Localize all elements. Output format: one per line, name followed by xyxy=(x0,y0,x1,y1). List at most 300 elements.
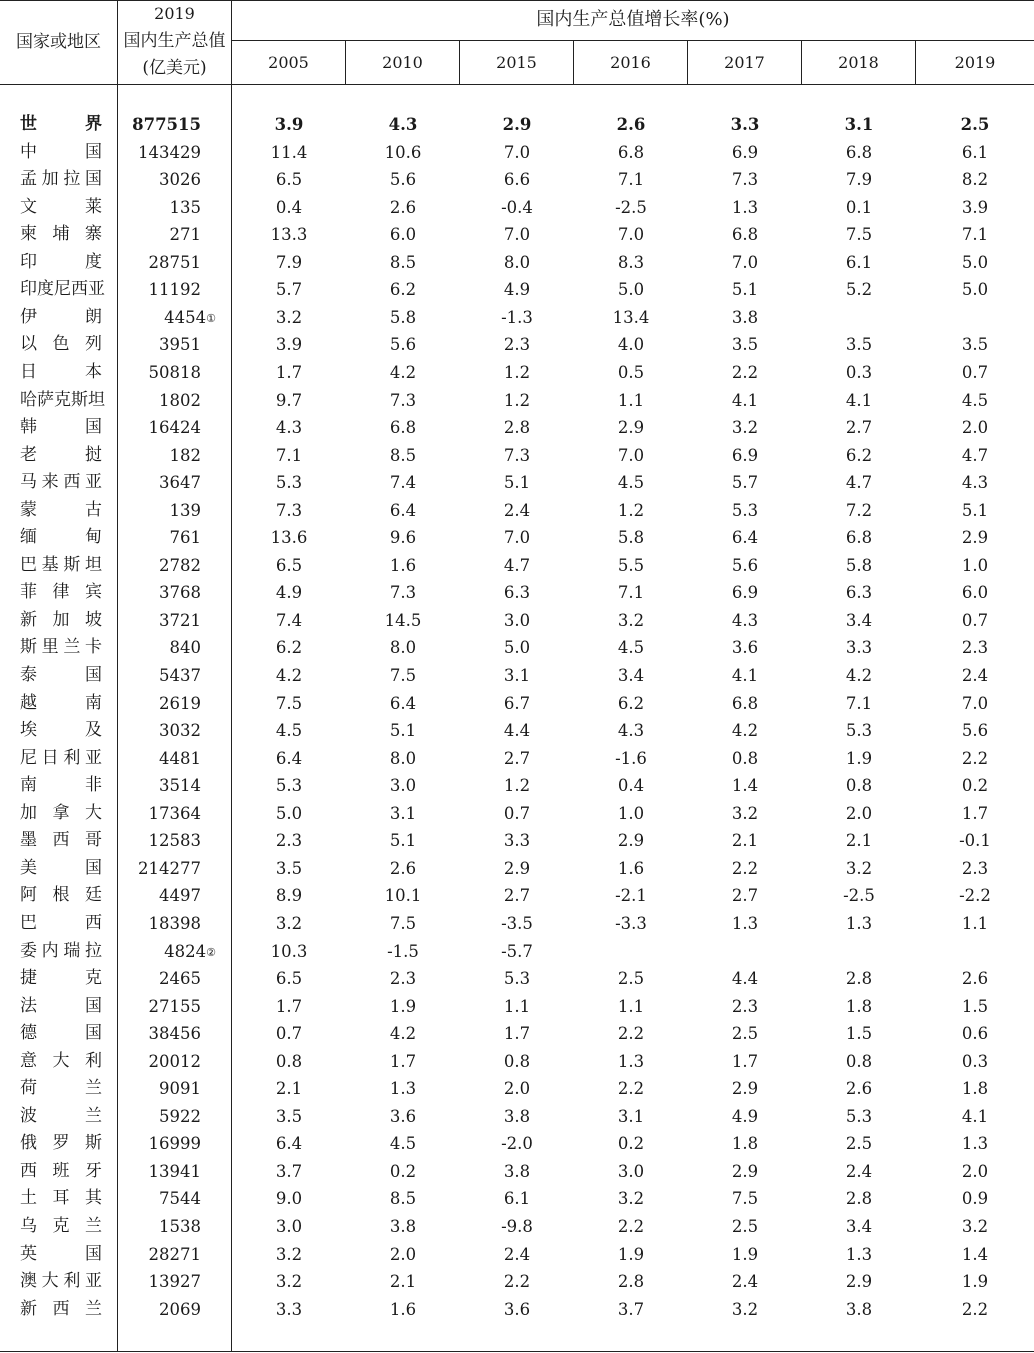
growth-rate-cell: 14.5 xyxy=(384,611,422,630)
growth-rate-cell: -2.0 xyxy=(501,1134,533,1153)
growth-rate-cell: 7.5 xyxy=(731,1189,759,1208)
growth-rate-cell: 6.7 xyxy=(503,694,531,713)
growth-rate-cell: 3.2 xyxy=(617,611,645,630)
gdp-value xyxy=(118,276,201,303)
growth-rate-cell: 2.6 xyxy=(389,859,417,878)
growth-rate-cell: 3.2 xyxy=(275,308,303,327)
country-name: 尼日利亚 xyxy=(20,748,102,768)
growth-rate-cell: 2.2 xyxy=(503,1272,531,1291)
growth-rate-cell: 3.6 xyxy=(389,1107,417,1126)
gdp-value xyxy=(118,221,201,248)
growth-rate-cell: 6.8 xyxy=(617,143,645,162)
growth-rate-cell: 5.1 xyxy=(389,721,417,740)
gdp-value xyxy=(118,497,201,524)
growth-rate-cell: 7.4 xyxy=(389,473,417,492)
gdp-value xyxy=(118,1048,201,1075)
country-name: 新加坡 xyxy=(20,610,102,630)
gdp-value xyxy=(118,1296,201,1323)
growth-rate-cell: 1.7 xyxy=(731,1052,759,1071)
growth-rate-cell: 6.4 xyxy=(275,749,303,768)
country-name: 加拿大 xyxy=(20,803,102,823)
gdp-number: 38456 xyxy=(148,1024,201,1043)
gdp-number: 16999 xyxy=(148,1134,201,1153)
growth-rate-cell: 3.8 xyxy=(845,1300,873,1319)
growth-rate-cell: 5.3 xyxy=(275,473,303,492)
header-bottom-rule xyxy=(0,84,1034,85)
growth-rate-cell: 3.1 xyxy=(617,1107,645,1126)
growth-rate-cell: 6.8 xyxy=(731,694,759,713)
growth-rate-cell xyxy=(802,304,916,331)
growth-rate-cell: 7.1 xyxy=(845,694,873,713)
growth-rate-cell: 11.4 xyxy=(270,143,308,162)
gdp-number: 143429 xyxy=(138,143,201,162)
growth-rate-cell: 2.5 xyxy=(845,1134,873,1153)
growth-rate-cell: 6.5 xyxy=(275,969,303,988)
growth-rate-cell: 8.5 xyxy=(389,253,417,272)
year-header: 2015 xyxy=(496,53,537,72)
gdp-value xyxy=(118,359,201,386)
growth-rate-cell: 1.3 xyxy=(731,198,759,217)
growth-rate-cell: -3.3 xyxy=(615,914,647,933)
growth-rate-cell: 5.0 xyxy=(961,280,989,299)
gdp-value xyxy=(118,194,201,221)
country-name: 马来西亚 xyxy=(20,472,102,492)
growth-rate-cell: 4.7 xyxy=(845,473,873,492)
growth-rate-cell: 2.1 xyxy=(845,831,873,850)
gdp-value xyxy=(118,662,201,689)
growth-rate-cell: 3.5 xyxy=(845,335,873,354)
gdp-value xyxy=(118,1241,201,1268)
growth-rate-cell: 13.4 xyxy=(612,308,650,327)
gdp-value xyxy=(118,1158,201,1185)
growth-rate-cell: 7.0 xyxy=(961,694,989,713)
gdp-value xyxy=(118,1103,201,1130)
growth-rate-cell: 1.5 xyxy=(961,997,989,1016)
growth-rate-cell: 4.5 xyxy=(275,721,303,740)
country-name: 墨西哥 xyxy=(20,830,102,850)
gdp-number: 11192 xyxy=(148,280,201,299)
gdp-number: 20012 xyxy=(148,1052,201,1071)
growth-rate-cell: 2.7 xyxy=(731,886,759,905)
country-name: 埃及 xyxy=(20,720,102,740)
year-header: 2017 xyxy=(724,53,765,72)
growth-rate-cell: 4.3 xyxy=(731,611,759,630)
growth-rate-cell: 5.6 xyxy=(389,335,417,354)
growth-rate-cell: 1.9 xyxy=(961,1272,989,1291)
growth-rate-cell: 4.4 xyxy=(503,721,531,740)
growth-rate-cell: 1.4 xyxy=(731,776,759,795)
growth-rate-cell: 4.5 xyxy=(617,473,645,492)
growth-rate-cell: 4.3 xyxy=(388,115,418,134)
growth-rate-cell: 2.2 xyxy=(617,1079,645,1098)
gdp-number: 3026 xyxy=(159,170,201,189)
growth-rate-cell: 5.3 xyxy=(275,776,303,795)
growth-rate-cell: 4.1 xyxy=(845,391,873,410)
growth-rate-cell: 4.1 xyxy=(961,1107,989,1126)
growth-rate-cell: 1.8 xyxy=(731,1134,759,1153)
growth-rate-cell: 4.1 xyxy=(731,666,759,685)
growth-rate-cell: 0.8 xyxy=(731,749,759,768)
growth-rate-cell: 6.8 xyxy=(845,528,873,547)
gdp-number: 5922 xyxy=(159,1107,201,1126)
growth-rate-cell: 3.1 xyxy=(503,666,531,685)
growth-rate-cell: -2.2 xyxy=(959,886,991,905)
country-name: 英国 xyxy=(20,1244,102,1264)
growth-rate-cell: 3.2 xyxy=(617,1189,645,1208)
growth-rate-cell: 2.3 xyxy=(731,997,759,1016)
growth-rate-cell: 2.8 xyxy=(845,969,873,988)
growth-rate-cell: 4.9 xyxy=(503,280,531,299)
gdp-header-year: 2019 xyxy=(154,4,195,23)
growth-rate-cell: 3.8 xyxy=(503,1107,531,1126)
growth-rate-cell: 4.5 xyxy=(389,1134,417,1153)
growth-rate-cell: 7.0 xyxy=(503,143,531,162)
growth-rate-cell: 1.9 xyxy=(845,749,873,768)
growth-rate-cell: 1.3 xyxy=(845,1245,873,1264)
gdp-number: 139 xyxy=(169,501,201,520)
country-name: 俄罗斯 xyxy=(20,1133,102,1153)
growth-rate-cell: 4.0 xyxy=(617,335,645,354)
growth-rate-cell: 2.4 xyxy=(503,501,531,520)
growth-rate-cell xyxy=(918,938,1032,965)
growth-rate-cell: 1.7 xyxy=(275,363,303,382)
growth-rate-cell: 6.9 xyxy=(731,143,759,162)
gdp-number: 214277 xyxy=(138,859,201,878)
growth-rate-cell: 7.0 xyxy=(503,225,531,244)
gdp-value xyxy=(118,965,201,992)
gdp-value xyxy=(118,1268,201,1295)
gdp-value xyxy=(118,469,201,496)
country-name: 巴西 xyxy=(20,913,102,933)
growth-rate-cell: 1.1 xyxy=(961,914,989,933)
gdp-number: 3514 xyxy=(159,776,201,795)
growth-rate-cell: 5.0 xyxy=(617,280,645,299)
growth-rate-cell: 1.2 xyxy=(617,501,645,520)
growth-rate-cell: 1.1 xyxy=(617,997,645,1016)
growth-rate-cell: 7.1 xyxy=(617,583,645,602)
growth-rate-cell: 3.5 xyxy=(275,1107,303,1126)
growth-rate-cell: 3.3 xyxy=(845,638,873,657)
growth-rate-cell: 2.8 xyxy=(845,1189,873,1208)
growth-rate-cell: 7.3 xyxy=(389,583,417,602)
growth-rate-cell: 8.0 xyxy=(389,638,417,657)
gdp-number: 3951 xyxy=(159,335,201,354)
growth-rate-cell: -1.6 xyxy=(615,749,647,768)
country-name: 蒙古 xyxy=(20,500,102,520)
growth-rate-cell: 2.3 xyxy=(503,335,531,354)
growth-rate-cell: 1.8 xyxy=(845,997,873,1016)
growth-rate-cell: 2.2 xyxy=(617,1024,645,1043)
growth-rate-cell xyxy=(918,304,1032,331)
growth-rate-cell: 0.2 xyxy=(961,776,989,795)
gdp-number: 12583 xyxy=(148,831,201,850)
growth-rate-cell: -1.3 xyxy=(501,308,533,327)
growth-rate-cell: 7.1 xyxy=(961,225,989,244)
gdp-number: 50818 xyxy=(148,363,201,382)
country-name: 日本 xyxy=(20,362,102,382)
growth-rate-cell: -0.4 xyxy=(501,198,533,217)
growth-rate-cell: 2.0 xyxy=(503,1079,531,1098)
growth-rate-cell: 3.2 xyxy=(845,859,873,878)
gdp-value xyxy=(118,139,201,166)
growth-rate-cell: 4.1 xyxy=(731,391,759,410)
country-name: 阿根廷 xyxy=(20,885,102,905)
growth-rate-cell: 0.7 xyxy=(275,1024,303,1043)
growth-rate-cell: 3.0 xyxy=(389,776,417,795)
growth-rate-cell: 2.7 xyxy=(503,886,531,905)
year-header: 2005 xyxy=(268,53,309,72)
gdp-value xyxy=(118,634,201,661)
growth-rate-cell: -2.5 xyxy=(843,886,875,905)
gdp-value xyxy=(118,1185,201,1212)
growth-rate-cell: -3.5 xyxy=(501,914,533,933)
gdp-number: 3647 xyxy=(159,473,201,492)
growth-rate-cell: 4.7 xyxy=(961,446,989,465)
growth-rate-cell: 0.2 xyxy=(389,1162,417,1181)
gdp-value xyxy=(118,579,201,606)
growth-rate-cell: 3.5 xyxy=(961,335,989,354)
growth-rate-cell: 5.8 xyxy=(617,528,645,547)
year-header: 2016 xyxy=(610,53,651,72)
country-name: 荷兰 xyxy=(20,1078,102,1098)
growth-rate-cell: 1.0 xyxy=(961,556,989,575)
gdp-value xyxy=(118,938,215,965)
gdp-number: 761 xyxy=(169,528,201,547)
growth-rate-cell: 4.2 xyxy=(389,1024,417,1043)
country-name: 斯里兰卡 xyxy=(20,637,102,657)
growth-rate-cell: 2.6 xyxy=(961,969,989,988)
growth-rate-cell: 3.2 xyxy=(731,804,759,823)
country-name: 越南 xyxy=(20,693,102,713)
year-header: 2019 xyxy=(954,53,996,72)
growth-rate-cell: 0.6 xyxy=(961,1024,989,1043)
growth-rate-cell: 2.0 xyxy=(961,418,989,437)
growth-rate-cell: 8.5 xyxy=(389,1189,417,1208)
growth-rate-cell: 5.5 xyxy=(617,556,645,575)
growth-rate-cell: 2.4 xyxy=(503,1245,531,1264)
growth-rate-cell: 6.9 xyxy=(731,583,759,602)
growth-rate-cell: 7.1 xyxy=(275,446,303,465)
growth-rate-cell: -2.1 xyxy=(615,886,647,905)
growth-rate-cell: 5.8 xyxy=(845,556,873,575)
growth-rate-cell: 3.4 xyxy=(845,1217,873,1236)
growth-rate-cell: 1.9 xyxy=(389,997,417,1016)
gdp-number: 9091 xyxy=(159,1079,201,1098)
gdp-value xyxy=(118,745,201,772)
bottom-rule xyxy=(0,1351,1034,1352)
gdp-number: 3721 xyxy=(159,611,201,630)
growth-rate-cell: 6.2 xyxy=(845,446,873,465)
growth-rate-cell: 3.2 xyxy=(731,1300,759,1319)
growth-rate-cell: 3.8 xyxy=(389,1217,417,1236)
growth-rate-cell: 0.3 xyxy=(961,1052,989,1071)
gdp-value xyxy=(118,800,201,827)
growth-rate-cell: 3.5 xyxy=(731,335,759,354)
growth-rate-cell: 2.9 xyxy=(961,528,989,547)
growth-rate-cell xyxy=(574,938,688,965)
country-name: 缅甸 xyxy=(20,527,102,547)
growth-rate-cell: 5.2 xyxy=(845,280,873,299)
growth-rate-cell: 3.6 xyxy=(731,638,759,657)
growth-rate-cell: 2.3 xyxy=(389,969,417,988)
growth-rate-cell: 5.0 xyxy=(503,638,531,657)
growth-rate-cell: 3.0 xyxy=(617,1162,645,1181)
growth-rate-cell: 1.6 xyxy=(389,1300,417,1319)
gdp-number: 13941 xyxy=(148,1162,201,1181)
growth-rate-cell: 1.2 xyxy=(503,391,531,410)
gdp-value xyxy=(118,993,201,1020)
growth-rate-cell: 2.4 xyxy=(731,1272,759,1291)
footnote-marker: ② xyxy=(206,946,215,959)
growth-rate-cell: 6.5 xyxy=(275,556,303,575)
gdp-number: 17364 xyxy=(148,804,201,823)
growth-rate-cell: 1.2 xyxy=(503,363,531,382)
growth-rate-cell: 1.3 xyxy=(389,1079,417,1098)
country-name: 美国 xyxy=(20,858,102,878)
growth-rate-cell: 7.4 xyxy=(275,611,303,630)
growth-rate-cell: 6.4 xyxy=(731,528,759,547)
growth-rate-cell: 6.9 xyxy=(731,446,759,465)
gdp-number: 4497 xyxy=(159,886,201,905)
growth-rate-cell: 7.9 xyxy=(845,170,873,189)
growth-rate-cell: 1.7 xyxy=(961,804,989,823)
gdp-value xyxy=(118,855,201,882)
country-name: 乌克兰 xyxy=(20,1216,102,1236)
gdp-value xyxy=(118,690,201,717)
growth-rate-cell: 2.9 xyxy=(617,418,645,437)
growth-rate-cell: 6.8 xyxy=(731,225,759,244)
country-name: 澳大利亚 xyxy=(20,1271,102,1291)
country-name: 韩国 xyxy=(20,417,102,437)
growth-rate-cell: 0.4 xyxy=(617,776,645,795)
gdp-number: 2465 xyxy=(159,969,201,988)
growth-header-rule xyxy=(232,40,1034,41)
footnote-marker: ① xyxy=(206,312,215,325)
growth-rate-cell: 5.0 xyxy=(961,253,989,272)
growth-rate-cell: 3.9 xyxy=(275,335,303,354)
growth-rate-cell: 1.6 xyxy=(617,859,645,878)
gdp-number: 3032 xyxy=(159,721,201,740)
growth-rate-cell: 7.0 xyxy=(731,253,759,272)
gdp-value xyxy=(118,387,201,414)
growth-rate-cell: 7.3 xyxy=(731,170,759,189)
growth-rate-cell: 5.3 xyxy=(845,721,873,740)
gdp-value xyxy=(118,552,201,579)
growth-rate-cell: 4.2 xyxy=(389,363,417,382)
growth-rate-cell: 2.0 xyxy=(389,1245,417,1264)
growth-rate-cell: 4.4 xyxy=(731,969,759,988)
growth-rate-cell: 2.9 xyxy=(502,115,532,134)
gdp-value xyxy=(118,414,201,441)
growth-rate-cell: 6.8 xyxy=(389,418,417,437)
growth-rate-cell: 1.9 xyxy=(617,1245,645,1264)
growth-rate-cell: 1.9 xyxy=(731,1245,759,1264)
country-name: 菲律宾 xyxy=(20,582,102,602)
growth-rate-cell: 6.4 xyxy=(389,501,417,520)
country-name: 委内瑞拉 xyxy=(20,941,102,961)
growth-rate-cell: 6.0 xyxy=(961,583,989,602)
growth-rate-cell: 2.6 xyxy=(389,198,417,217)
growth-rate-cell: 4.2 xyxy=(845,666,873,685)
growth-rate-cell: 6.2 xyxy=(617,694,645,713)
growth-rate-cell: 1.1 xyxy=(503,997,531,1016)
growth-rate-cell: 6.8 xyxy=(845,143,873,162)
growth-rate-cell: 8.2 xyxy=(961,170,989,189)
growth-rate-cell: 4.9 xyxy=(731,1107,759,1126)
growth-rate-cell: 2.5 xyxy=(731,1217,759,1236)
growth-rate-cell: 4.9 xyxy=(275,583,303,602)
growth-rate-cell: 3.0 xyxy=(275,1217,303,1236)
growth-rate-cell: 7.5 xyxy=(389,666,417,685)
gdp-number: 2619 xyxy=(159,694,201,713)
growth-rate-cell: 2.9 xyxy=(617,831,645,850)
gdp-value xyxy=(118,524,201,551)
growth-rate-cell: 6.4 xyxy=(389,694,417,713)
growth-rate-cell: 7.3 xyxy=(275,501,303,520)
growth-rate-cell xyxy=(688,938,802,965)
gdp-number: 3768 xyxy=(159,583,201,602)
growth-rate-cell: 7.5 xyxy=(845,225,873,244)
growth-rate-cell: 6.5 xyxy=(275,170,303,189)
gdp-value xyxy=(118,111,201,138)
gdp-number: 28751 xyxy=(148,253,201,272)
gdp-value xyxy=(118,772,201,799)
growth-rate-cell: 5.6 xyxy=(961,721,989,740)
growth-rate-cell: 2.9 xyxy=(503,859,531,878)
growth-rate-cell: 4.3 xyxy=(961,473,989,492)
growth-rate-cell: 2.4 xyxy=(961,666,989,685)
country-name: 波兰 xyxy=(20,1106,102,1126)
growth-rate-cell: 7.3 xyxy=(503,446,531,465)
country-name: 印度尼西亚 xyxy=(20,279,105,299)
growth-rate-cell: 3.8 xyxy=(503,1162,531,1181)
growth-rate-cell: 1.0 xyxy=(617,804,645,823)
growth-rate-cell: 2.5 xyxy=(731,1024,759,1043)
growth-rate-cell: 1.7 xyxy=(503,1024,531,1043)
growth-rate-cell: 10.6 xyxy=(384,143,422,162)
gdp-number: 135 xyxy=(169,198,201,217)
growth-rate-cell: 9.7 xyxy=(275,391,303,410)
gdp-number: 7544 xyxy=(159,1189,201,1208)
growth-rate-cell: 4.5 xyxy=(961,391,989,410)
growth-rate-cell: 3.1 xyxy=(389,804,417,823)
gdp-value xyxy=(118,1075,201,1102)
country-name: 印度 xyxy=(20,252,102,272)
gdp-number: 13927 xyxy=(148,1272,201,1291)
gdp-value xyxy=(118,249,201,276)
growth-rate-cell: 4.3 xyxy=(617,721,645,740)
growth-rate-cell: 3.2 xyxy=(961,1217,989,1236)
growth-rate-cell: 2.0 xyxy=(961,1162,989,1181)
growth-rate-cell: 2.2 xyxy=(961,1300,989,1319)
growth-rate-cell: 2.9 xyxy=(731,1079,759,1098)
growth-rate-cell: 2.9 xyxy=(845,1272,873,1291)
country-name: 土耳其 xyxy=(20,1188,102,1208)
gdp-number: 840 xyxy=(169,638,201,657)
growth-rate-cell: 3.2 xyxy=(275,1272,303,1291)
growth-rate-cell: 1.1 xyxy=(617,391,645,410)
growth-rate-cell: 2.6 xyxy=(845,1079,873,1098)
growth-rate-cell: 6.3 xyxy=(845,583,873,602)
growth-rate-cell: 2.5 xyxy=(617,969,645,988)
country-name: 伊朗 xyxy=(20,307,102,327)
gdp-number: 27155 xyxy=(148,997,201,1016)
country-name: 以色列 xyxy=(20,334,102,354)
growth-rate-cell: 5.1 xyxy=(389,831,417,850)
growth-rate-cell: 2.2 xyxy=(731,859,759,878)
growth-rate-cell: 1.3 xyxy=(961,1134,989,1153)
growth-rate-cell: 0.4 xyxy=(275,198,303,217)
